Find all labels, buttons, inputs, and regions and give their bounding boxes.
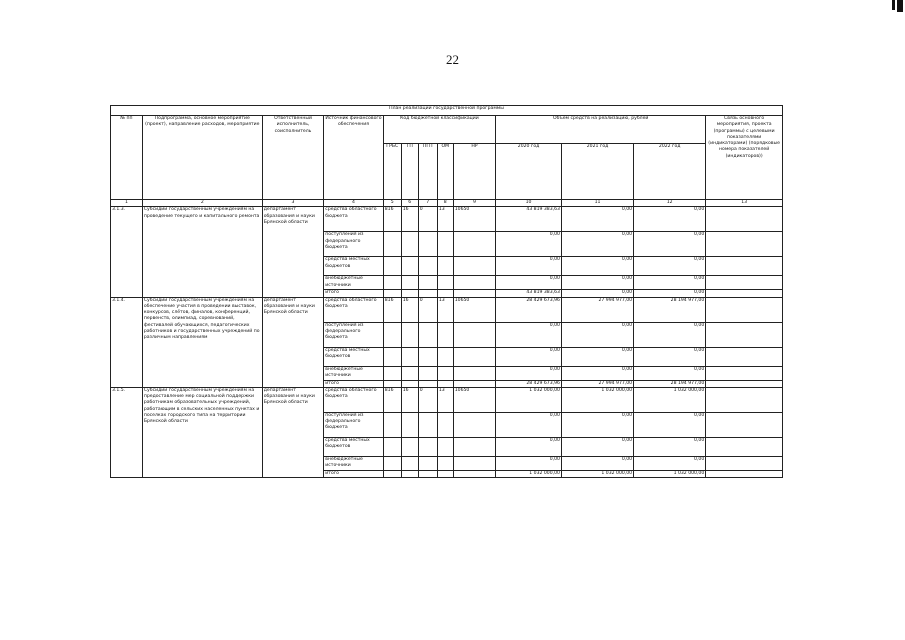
code-cell: 0	[418, 297, 437, 322]
value-cell: 0,00	[496, 366, 562, 380]
source-cell: поступления из федерального бюджета	[324, 232, 383, 257]
code-cell	[453, 366, 495, 380]
value-cell: 0,00	[561, 290, 633, 297]
value-cell: 0,00	[561, 207, 633, 232]
code-cell	[437, 437, 453, 456]
code-cell: 816	[383, 207, 401, 232]
value-cell: 28 429 673,96	[496, 380, 562, 387]
code-cell	[453, 276, 495, 290]
value-cell: 27 994 977,00	[561, 380, 633, 387]
block-num: 3.1.5.	[111, 387, 143, 477]
value-cell: 0,00	[634, 412, 706, 437]
code-cell	[453, 232, 495, 257]
code-cell	[401, 322, 418, 347]
code-cell	[383, 456, 401, 470]
link-cell	[706, 437, 783, 456]
column-number: 12	[634, 200, 706, 207]
code-cell	[437, 232, 453, 257]
code-cell	[437, 456, 453, 470]
value-cell: 43 819 383,63	[496, 290, 562, 297]
column-number: 11	[561, 200, 633, 207]
block-responsible: департамент образования и науки Брянской области	[262, 297, 324, 387]
value-cell: 0,00	[634, 366, 706, 380]
value-cell: 0,00	[634, 276, 706, 290]
code-cell	[453, 347, 495, 366]
source-cell: поступления из федерального бюджета	[324, 412, 383, 437]
code-cell	[418, 412, 437, 437]
code-cell: 10650	[453, 387, 495, 412]
link-cell	[706, 387, 783, 412]
code-cell	[437, 412, 453, 437]
value-cell: 0,00	[496, 412, 562, 437]
value-cell: 0,00	[561, 232, 633, 257]
code-cell	[437, 276, 453, 290]
value-cell: 0,00	[634, 347, 706, 366]
code-cell	[453, 380, 495, 387]
column-number: 4	[324, 200, 383, 207]
code-cell	[418, 232, 437, 257]
value-cell: 28 194 977,00	[634, 297, 706, 322]
code-cell: 13	[437, 207, 453, 232]
value-cell: 0,00	[496, 456, 562, 470]
link-cell	[706, 412, 783, 437]
code-cell	[383, 366, 401, 380]
header-om: ОМ	[437, 144, 453, 200]
scan-mark	[897, 0, 903, 12]
header-num: № пп	[111, 116, 143, 200]
value-cell: 1 032 000,00	[561, 387, 633, 412]
code-cell	[401, 366, 418, 380]
code-cell: 0	[418, 207, 437, 232]
code-cell	[418, 380, 437, 387]
code-cell	[401, 257, 418, 276]
header-subprogram: Подпрограмма, основное мероприятие (проект), направление расходов, мероприятие	[142, 116, 262, 200]
source-cell: внебюджетные источники	[324, 456, 383, 470]
value-cell: 0,00	[561, 412, 633, 437]
value-cell: 27 994 977,00	[561, 297, 633, 322]
code-cell	[418, 276, 437, 290]
code-cell	[383, 380, 401, 387]
code-cell	[453, 322, 495, 347]
source-cell: средства областного бюджета	[324, 387, 383, 412]
column-number: 10	[496, 200, 562, 207]
code-cell: 16	[401, 207, 418, 232]
value-cell: 0,00	[496, 347, 562, 366]
source-cell: итого	[324, 380, 383, 387]
block-name: Субсидии государственным учреждениям на предоставление мер социальной поддержки работникам образовательных учреждений, работающим в сельских населенных пунктах и поселках городского типа на территории Брянской области	[142, 387, 262, 477]
code-cell	[401, 290, 418, 297]
link-cell	[706, 276, 783, 290]
code-cell	[383, 232, 401, 257]
column-number: 5	[383, 200, 401, 207]
header-2022: 2022 год	[634, 144, 706, 200]
header-nr: НР	[453, 144, 495, 200]
program-plan-table	[110, 105, 783, 478]
link-cell	[706, 322, 783, 347]
value-cell: 0,00	[561, 322, 633, 347]
code-cell	[437, 347, 453, 366]
source-cell: средства областного бюджета	[324, 297, 383, 322]
table-row	[111, 297, 783, 322]
code-cell	[401, 470, 418, 477]
code-cell	[418, 322, 437, 347]
value-cell: 0,00	[634, 207, 706, 232]
code-cell	[401, 276, 418, 290]
code-cell: 816	[383, 297, 401, 322]
value-cell: 1 032 000,00	[634, 470, 706, 477]
code-cell: 10650	[453, 297, 495, 322]
link-cell	[706, 257, 783, 276]
block-responsible: департамент образования и науки Брянской области	[262, 207, 324, 297]
code-cell	[383, 470, 401, 477]
source-cell: поступления из федерального бюджета	[324, 322, 383, 347]
code-cell	[383, 257, 401, 276]
code-cell	[401, 437, 418, 456]
link-cell	[706, 297, 783, 322]
column-number: 3	[262, 200, 324, 207]
link-cell	[706, 232, 783, 257]
code-cell: 10650	[453, 207, 495, 232]
value-cell: 0,00	[496, 257, 562, 276]
code-cell	[383, 322, 401, 347]
source-cell: внебюджетные источники	[324, 366, 383, 380]
link-cell	[706, 207, 783, 232]
code-cell	[453, 456, 495, 470]
link-cell	[706, 470, 783, 477]
code-cell	[418, 456, 437, 470]
header-2020: 2020 год	[496, 144, 562, 200]
code-cell	[401, 232, 418, 257]
value-cell: 0,00	[561, 437, 633, 456]
code-cell	[383, 437, 401, 456]
code-cell	[437, 322, 453, 347]
table-row	[111, 387, 783, 412]
code-cell	[383, 412, 401, 437]
column-number: 8	[437, 200, 453, 207]
source-cell: средства местных бюджетов	[324, 437, 383, 456]
link-cell	[706, 366, 783, 380]
code-cell	[437, 366, 453, 380]
value-cell: 1 032 000,00	[496, 470, 562, 477]
source-cell: внебюджетные источники	[324, 276, 383, 290]
header-pgp: ПГП	[418, 144, 437, 200]
value-cell: 0,00	[561, 456, 633, 470]
link-cell	[706, 380, 783, 387]
source-cell: средства местных бюджетов	[324, 347, 383, 366]
header-link: Связь основного мероприятия, проекта (программы) с целевыми показателями (индикаторами) (порядковые номера показателей (индикаторов))	[706, 116, 783, 200]
source-cell: средства местных бюджетов	[324, 257, 383, 276]
block-responsible: департамент образования и науки Брянской области	[262, 387, 324, 477]
code-cell	[437, 290, 453, 297]
code-cell	[418, 470, 437, 477]
value-cell: 1 032 000,00	[496, 387, 562, 412]
source-cell: итого	[324, 470, 383, 477]
code-cell: 816	[383, 387, 401, 412]
header-gp: ГП	[401, 144, 418, 200]
value-cell: 0,00	[634, 232, 706, 257]
code-cell	[437, 257, 453, 276]
code-cell	[401, 412, 418, 437]
value-cell: 0,00	[561, 366, 633, 380]
block-name: Субсидии государственным учреждениям на обеспечение участия в проведении выставок, конкурсов, слётов, финалов, конференций, первенств, олимпиад, соревнований, фестивалей обучающихся, педагогических работников и государственных учреждений по различным направлениям	[142, 297, 262, 387]
table-row	[111, 207, 783, 232]
link-cell	[706, 456, 783, 470]
code-cell	[383, 347, 401, 366]
code-cell	[437, 380, 453, 387]
value-cell: 0,00	[561, 347, 633, 366]
column-number: 13	[706, 200, 783, 207]
code-cell	[383, 290, 401, 297]
code-cell	[418, 366, 437, 380]
value-cell: 0,00	[634, 290, 706, 297]
value-cell: 0,00	[634, 257, 706, 276]
column-number: 1	[111, 200, 143, 207]
link-cell	[706, 347, 783, 366]
code-cell	[418, 257, 437, 276]
value-cell: 0,00	[561, 257, 633, 276]
value-cell: 0,00	[634, 322, 706, 347]
code-cell	[418, 347, 437, 366]
code-cell	[453, 412, 495, 437]
header-grbs: ГРБС	[383, 144, 401, 200]
code-cell: 13	[437, 387, 453, 412]
value-cell: 43 819 383,63	[496, 207, 562, 232]
code-cell: 13	[437, 297, 453, 322]
code-cell	[418, 437, 437, 456]
code-cell: 16	[401, 387, 418, 412]
header-responsible: Ответственный исполнитель, соисполнитель	[262, 116, 324, 200]
code-cell	[437, 470, 453, 477]
code-cell	[453, 437, 495, 456]
column-number: 7	[418, 200, 437, 207]
value-cell: 0,00	[496, 437, 562, 456]
code-cell	[453, 290, 495, 297]
column-number: 6	[401, 200, 418, 207]
column-number: 9	[453, 200, 495, 207]
scan-mark-2	[892, 0, 895, 10]
header-budget-code: Код бюджетной классификации	[383, 116, 495, 144]
code-cell: 0	[418, 387, 437, 412]
code-cell	[418, 290, 437, 297]
value-cell: 1 032 000,00	[634, 387, 706, 412]
value-cell: 1 032 000,00	[561, 470, 633, 477]
code-cell	[383, 276, 401, 290]
source-cell: средства областного бюджета	[324, 207, 383, 232]
link-cell	[706, 290, 783, 297]
value-cell: 0,00	[496, 276, 562, 290]
column-number: 2	[142, 200, 262, 207]
code-cell: 16	[401, 297, 418, 322]
block-name: Субсидии государственным учреждениям на проведение текущего и капитального ремонта	[142, 207, 262, 297]
header-2021: 2021 год	[561, 144, 633, 200]
page-number: 22	[446, 52, 459, 67]
value-cell: 28 429 673,96	[496, 297, 562, 322]
header-source: Источник финансового обеспечения	[324, 116, 383, 200]
value-cell: 0,00	[561, 276, 633, 290]
code-cell	[453, 470, 495, 477]
source-cell: итого	[324, 290, 383, 297]
table-title: План реализации государственной программы	[111, 106, 783, 116]
block-num: 3.1.3.	[111, 207, 143, 297]
header-volume: Объём средств на реализацию, рублей	[496, 116, 706, 144]
code-cell	[401, 456, 418, 470]
code-cell	[401, 347, 418, 366]
value-cell: 0,00	[634, 437, 706, 456]
value-cell: 0,00	[496, 232, 562, 257]
value-cell: 28 194 977,00	[634, 380, 706, 387]
code-cell	[453, 257, 495, 276]
value-cell: 0,00	[496, 322, 562, 347]
value-cell: 0,00	[634, 456, 706, 470]
code-cell	[401, 380, 418, 387]
block-num: 3.1.4.	[111, 297, 143, 387]
